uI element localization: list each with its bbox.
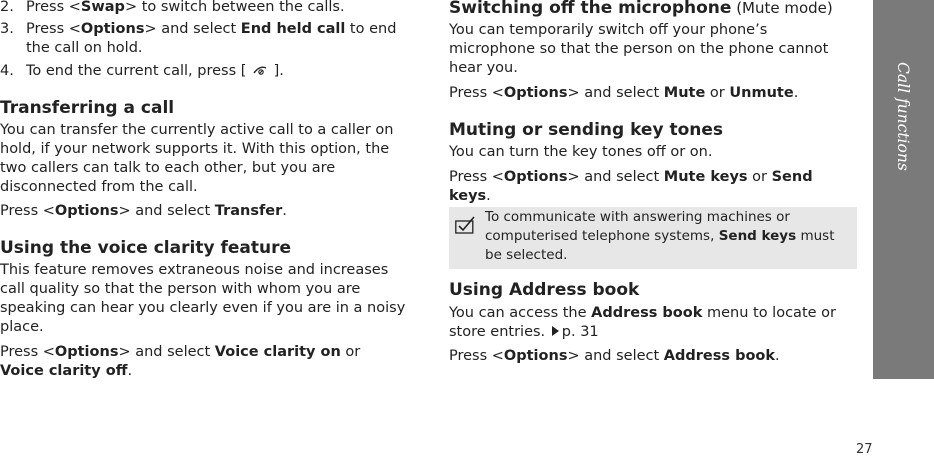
menu-option: Transfer (214, 203, 283, 219)
instruction-text: . (486, 188, 491, 204)
step-text: > and select (144, 21, 241, 37)
instruction-text: or (340, 344, 361, 360)
step-text: to end the call on hold. (26, 21, 397, 56)
softkey-label: Options (80, 21, 145, 37)
note-text (485, 208, 851, 265)
instruction-text: or (747, 169, 772, 185)
menu-option: Mute (663, 85, 706, 101)
step-number: 2. (0, 0, 14, 15)
softkey-label: Swap (80, 0, 125, 15)
page-reference-link[interactable]: p. 31 (561, 324, 599, 340)
clarity-instruction (0, 343, 408, 381)
keytones-instruction (449, 168, 829, 206)
menu-option: Send keys (718, 228, 797, 244)
description-text: menu to locate or store entries. (449, 305, 836, 340)
menu-option: End held call (240, 21, 346, 37)
softkey-label: Options (503, 85, 568, 101)
heading-key-tones: Muting or sending key tones (449, 120, 724, 140)
step-number: 3. (0, 21, 14, 37)
mute-instruction (449, 84, 857, 103)
heading-address-book: Using Address book (449, 280, 640, 300)
note-box (449, 207, 857, 269)
instruction-text: . (127, 363, 133, 379)
step-text: ]. (273, 63, 284, 79)
menu-option: Address book (663, 348, 776, 364)
instruction-text: > and select (567, 348, 664, 364)
triangle-arrow-icon (552, 326, 559, 336)
keytones-description: You can turn the key tones off or on. (449, 144, 713, 160)
instruction-text: Press < (0, 344, 55, 360)
menu-name: Address book (591, 305, 703, 321)
heading-subtitle: (Mute mode) (731, 0, 833, 17)
instruction-text: > and select (118, 344, 215, 360)
menu-option: Voice clarity off (0, 363, 128, 379)
menu-option: Voice clarity on (214, 344, 341, 360)
softkey-label: Options (503, 169, 568, 185)
page-number: 27 (856, 442, 873, 457)
checkmark-note-icon (455, 216, 475, 234)
transfer-description: You can transfer the currently active call to a caller on hold, if your network supports it. With this option, the two callers can talk to each other, but you are disconnected from the call. (0, 122, 394, 195)
instruction-text: . (282, 203, 287, 219)
menu-option: Unmute (729, 85, 794, 101)
instruction-text: . (775, 348, 780, 364)
note-text-part: To communicate with answering machines or computerised telephone systems, (485, 209, 790, 244)
chapter-title: Call functions (894, 62, 912, 171)
instruction-text: > and select (118, 203, 215, 219)
instruction-text: > and select (567, 85, 664, 101)
step-text: Press < (26, 0, 81, 15)
softkey-label: Options (54, 203, 119, 219)
addressbook-instruction (449, 347, 857, 366)
instruction-text: Press < (449, 348, 504, 364)
end-call-key-icon (251, 64, 269, 76)
instruction-text: Press < (0, 203, 55, 219)
chapter-side-tab (873, 0, 934, 379)
softkey-label: Options (54, 344, 119, 360)
heading-transferring-a-call: Transferring a call (0, 98, 175, 118)
menu-option: Mute keys (663, 169, 748, 185)
step-text: To end the current call, press [ (26, 63, 247, 79)
clarity-description: This feature removes extraneous noise and increases call quality so that the person with whom you are speaking can hear you clearly even if you are in a noisy place. (0, 262, 406, 335)
step-text: Press < (26, 21, 81, 37)
instruction-text: . (793, 85, 799, 101)
transfer-instruction (0, 202, 408, 221)
heading-switching-off-microphone (449, 0, 833, 18)
description-text: You can access the (449, 305, 592, 321)
addressbook-description (449, 304, 857, 342)
instruction-text: Press < (449, 85, 504, 101)
menu-option: Send keys (449, 169, 813, 204)
instruction-text: or (705, 85, 730, 101)
instruction-text: Press < (449, 169, 504, 185)
heading-voice-clarity: Using the voice clarity feature (0, 238, 291, 258)
heading-text: Switching off the microphone (449, 0, 732, 18)
chapter-side-tab-label (873, 62, 934, 182)
softkey-label: Options (503, 348, 568, 364)
instruction-text: > and select (567, 169, 664, 185)
step-text: > to switch between the calls. (124, 0, 345, 15)
note-text-part: must be selected. (485, 228, 835, 263)
mute-description: You can temporarily switch off your phone’s microphone so that the person on the phone cannot hear you. (449, 22, 829, 76)
step-number: 4. (0, 63, 14, 79)
